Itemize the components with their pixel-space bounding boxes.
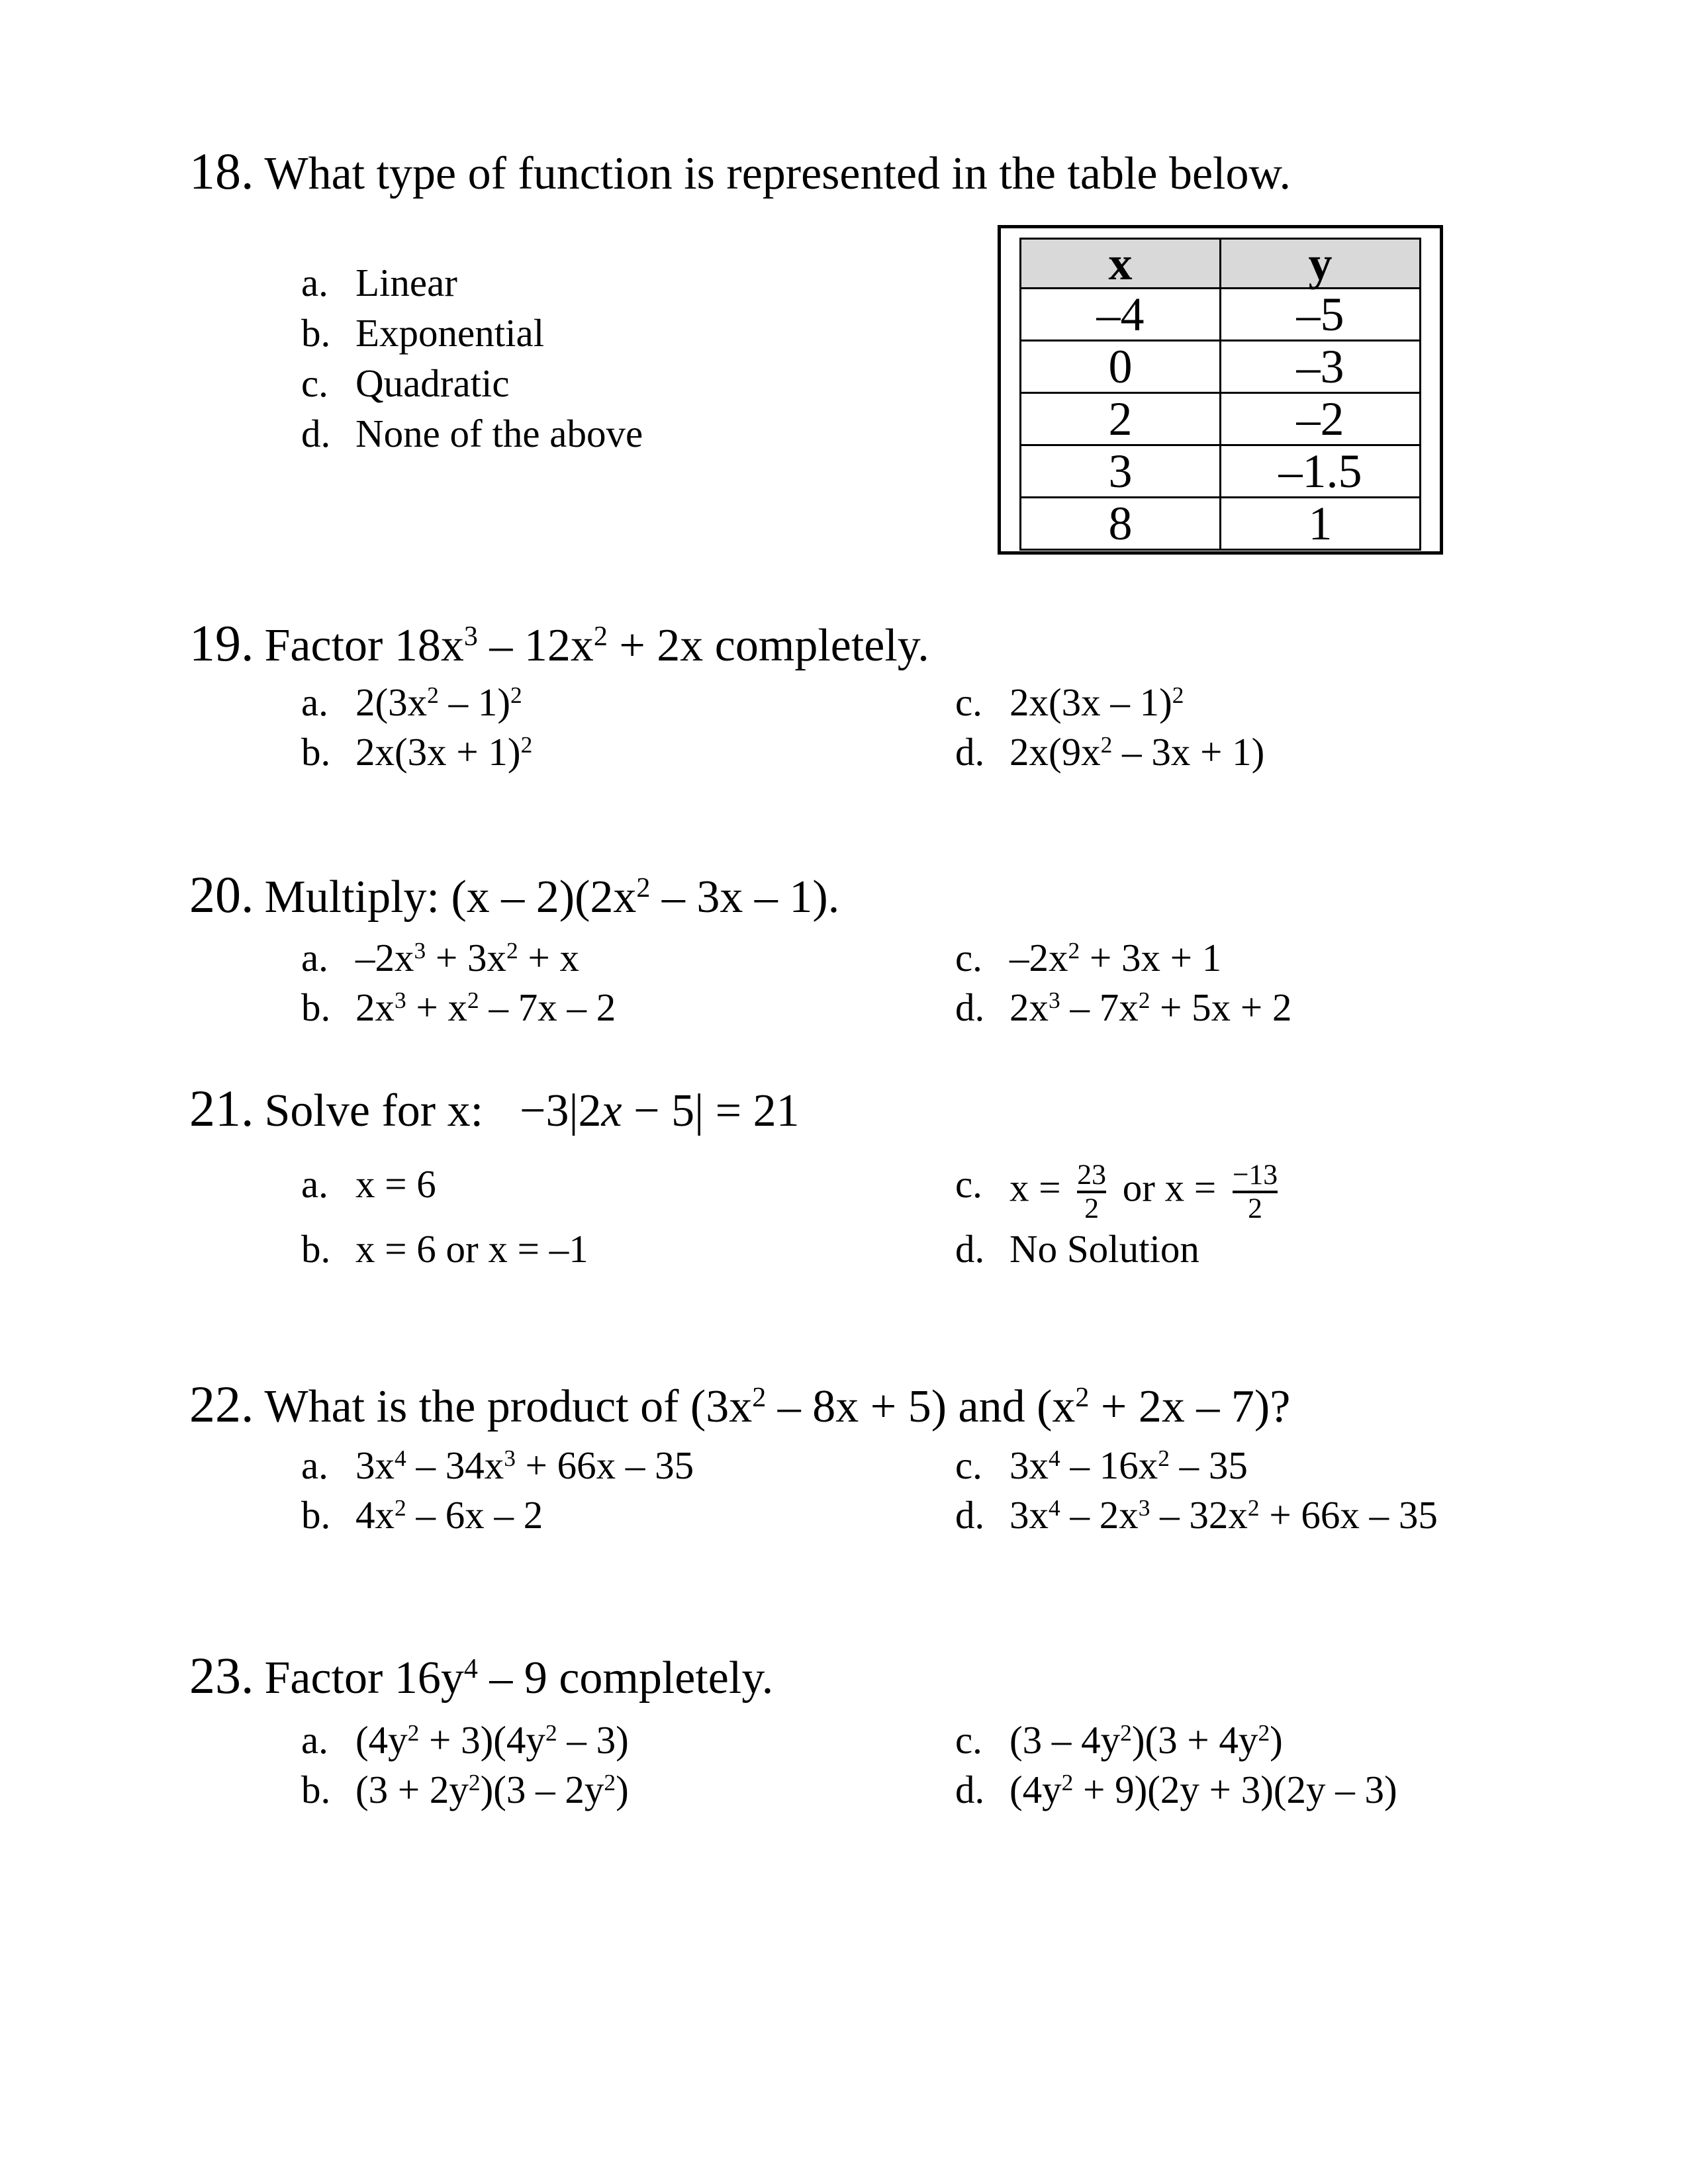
table-row [1021, 498, 1421, 550]
choice-b [301, 1224, 955, 1274]
choice-text: $3x^4 - 16x^2 - 35$ [1009, 1443, 1248, 1487]
question-number: 21. [189, 1079, 254, 1137]
choice-d [955, 983, 1291, 1032]
choice-text: $2x^3 + x^2 - 7x - 2$ [355, 985, 616, 1029]
question-number: 23. [189, 1647, 254, 1704]
choice-letter: c. [955, 1718, 982, 1762]
table-cell: 2 [1021, 393, 1221, 445]
question-text: Factor $16y^4 - 9$ completely. [264, 1653, 774, 1704]
choice-text: Exponential [355, 311, 545, 355]
question-prompt [189, 1079, 800, 1138]
choice-text: 2x(3x – 1)$^2$ [1009, 680, 1184, 724]
table-row [1021, 393, 1421, 445]
choice-text: x = 6 [355, 1162, 436, 1206]
choice-text: $(4y^2 + 3)(4y^2 - 3)$ [355, 1718, 629, 1762]
choice-text: $(4y^2 + 9)(2y + 3)(2y - 3)$ [1009, 1768, 1397, 1811]
question-equation: −3|2x − 5| = 21 [520, 1085, 800, 1136]
choice-letter: a. [301, 936, 328, 979]
choice-c [955, 1715, 1283, 1765]
question-prompt [189, 142, 1291, 201]
question-number: 19. [189, 614, 254, 672]
function-table [998, 225, 1443, 555]
choice-letter: a. [301, 1162, 328, 1206]
choice-letter: d. [301, 412, 331, 455]
question-text: Factor $18x^3 - 12x^2 + 2x$ completely. [264, 620, 929, 671]
choice-d [955, 727, 1264, 777]
choice-b [301, 983, 955, 1032]
choice-letter: d. [955, 730, 985, 774]
choice-b [301, 727, 955, 777]
table-header-row [1021, 239, 1421, 289]
table-cell: 3 [1021, 445, 1221, 498]
choice-letter: c. [955, 1443, 982, 1487]
question-prompt [189, 1649, 773, 1705]
choice-d [301, 408, 955, 459]
choice-a [301, 1715, 955, 1765]
question-prompt [189, 1375, 1291, 1433]
choice-c [955, 1160, 1284, 1224]
choice-c [955, 933, 1221, 983]
question-23 [189, 1647, 1397, 1811]
choice-a [301, 257, 955, 308]
choice-letter: b. [301, 1227, 331, 1271]
table-row [1021, 445, 1421, 498]
choice-text: $3x^4 - 34x^3 + 66x - 35$ [355, 1443, 694, 1487]
table-header-x: x [1021, 239, 1221, 289]
choice-text: $-2x^3 + 3x^2 + x$ [355, 936, 579, 979]
choice-letter: a. [301, 1718, 328, 1762]
choice-letter: b. [301, 730, 331, 774]
table-cell: 8 [1021, 498, 1221, 550]
xy-table [1019, 238, 1421, 551]
choice-letter: b. [301, 1768, 331, 1811]
table-header-y: y [1221, 239, 1421, 289]
table-cell: –1.5 [1221, 445, 1421, 498]
choice-letter: d. [955, 1227, 985, 1271]
choice-letter: c. [955, 680, 982, 724]
choice-d [955, 1490, 1438, 1540]
choice-c [955, 1441, 1248, 1490]
table-row [1021, 341, 1421, 393]
choice-a [301, 1441, 955, 1490]
choice-d [955, 1765, 1397, 1815]
question-21 [189, 1079, 1278, 1271]
table-cell: –2 [1221, 393, 1421, 445]
question-22 [189, 1375, 1438, 1537]
question-19 [189, 614, 1265, 774]
choice-letter: c. [955, 1162, 982, 1206]
question-number: 18. [189, 142, 254, 200]
choice-letter: b. [301, 1493, 331, 1537]
choice-a [301, 933, 955, 983]
choice-text: $-2x^2 + 3x + 1$ [1009, 936, 1222, 979]
choice-text: $2x(3x + 1)^2$ [355, 730, 533, 774]
question-prompt [189, 614, 929, 672]
choice-text: $3x^4 - 2x^3 - 32x^2 + 66x - 35$ [1009, 1493, 1438, 1537]
choice-text: x = 6 or x = –1 [355, 1227, 588, 1271]
choice-a [301, 1160, 955, 1209]
choice-c [955, 678, 1184, 727]
table-cell: –4 [1021, 289, 1221, 341]
question-text: What type of function is represented in the table below. [264, 148, 1291, 199]
choice-text: Linear [355, 261, 457, 304]
choice-letter: d. [955, 985, 985, 1029]
choice-d [955, 1224, 1199, 1274]
choice-b [301, 308, 955, 358]
question-text: Solve for x: [264, 1085, 484, 1136]
choice-text: $2x(9x^2 - 3x + 1)$ [1009, 730, 1265, 774]
choice-b [301, 1765, 955, 1815]
choice-letter: a. [301, 680, 328, 724]
choice-text: Quadratic [355, 361, 510, 405]
choice-letter: b. [301, 985, 331, 1029]
choice-letter: c. [955, 936, 982, 979]
table-cell: –3 [1221, 341, 1421, 393]
choice-text: $(3 - 4y^2)(3 + 4y^2)$ [1009, 1718, 1283, 1762]
question-prompt [189, 868, 839, 924]
table-row [1021, 289, 1421, 341]
choice-letter: d. [955, 1493, 985, 1537]
question-number: 20. [189, 866, 254, 923]
choice-text: $(3 + 2y^2)(3 - 2y^2)$ [355, 1768, 629, 1811]
question-18 [189, 142, 1291, 455]
choice-letter: a. [301, 261, 328, 304]
choice-text: No Solution [1009, 1227, 1199, 1271]
choice-a [301, 678, 955, 727]
question-20 [189, 866, 1292, 1029]
choice-text: x = $\frac{23}{2}$ or x = $\frac{-13}{2}$ [1009, 1159, 1278, 1225]
question-text: Multiply: $(x - 2)(2x^2 - 3x - 1)$. [264, 872, 840, 923]
table-cell: 1 [1221, 498, 1421, 550]
choice-c [301, 358, 955, 408]
choice-letter: d. [955, 1768, 985, 1811]
choice-text: None of the above [355, 412, 643, 455]
choice-letter: c. [301, 361, 328, 405]
choice-letter: b. [301, 311, 331, 355]
choice-text: $2x^3 - 7x^2 + 5x + 2$ [1009, 985, 1292, 1029]
choice-b [301, 1490, 955, 1540]
choice-letter: a. [301, 1443, 328, 1487]
table-cell: 0 [1021, 341, 1221, 393]
question-number: 22. [189, 1375, 254, 1433]
choice-text: $2(3x^2 - 1)^2$ [355, 680, 522, 724]
table-cell: –5 [1221, 289, 1421, 341]
choice-text: $4x^2 - 6x - 2$ [355, 1493, 543, 1537]
question-text: What is the product of $(3x^2 - 8x + 5)$ and $(x^2 + 2x - 7)$? [264, 1381, 1291, 1432]
